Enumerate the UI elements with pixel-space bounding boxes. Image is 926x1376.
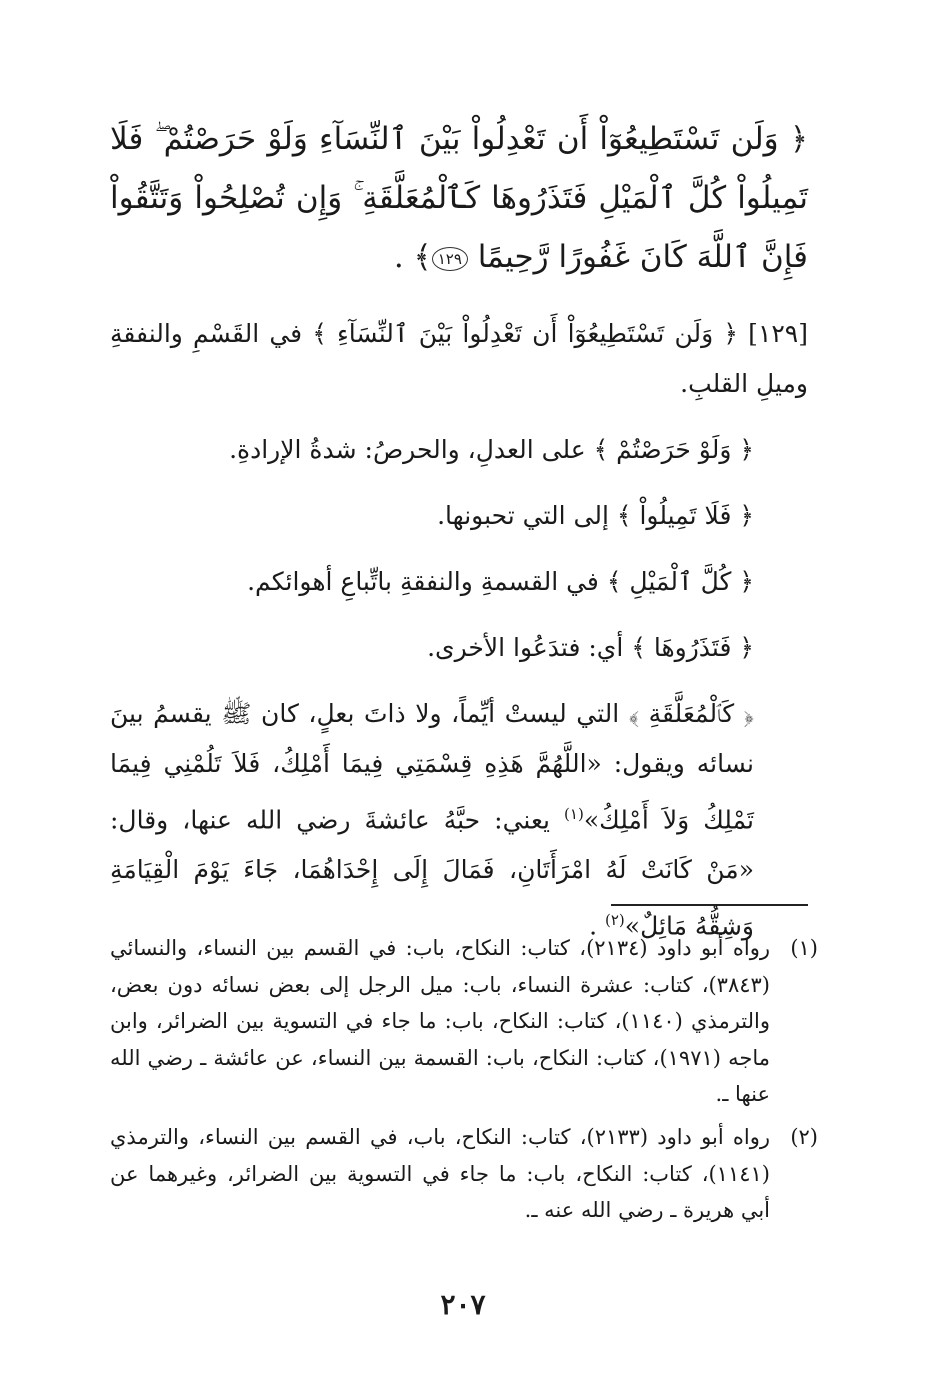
commentary-paragraph: ﴿ وَلَوْ حَرَصْتُمْ ﴾ على العدلِ، والحرصُ: شدةُ الإرادةِ. [229, 435, 754, 464]
footnote-ref-1: (١) [564, 805, 584, 823]
quran-verse [110, 110, 808, 287]
verse-text: ﴿ وَلَن تَسْتَطِيعُوٓاْ أَن تَعْدِلُواْ بَيْنَ ٱلنِّسَآءِ وَلَوْ حَرَصْتُمْ ۖ فَلَا تَمِيلُواْ كُلَّ ٱلْمَيْلِ فَتَذَرُوهَا كَٱلْمُعَلَّقَةِ ۚ وَإِن تُصْلِحُواْ وَتَتَّقُواْ فَإِنَّ ٱللَّهَ كَانَ غَفُورًا رَّحِيمًا [110, 121, 808, 275]
footnote-text: رواه أبو داود (٢١٣٤)، كتاب: النكاح، باب: في القسم بين النساء، والنسائي (٣٨٤٣)، كتاب: عشرة النساء، باب: ميل الرجل إلى بعض نسائه دون بعض، والترمذي (١١٤٠)، كتاب: النكاح، باب: ما جاء في التسوية بين الضرائر، وابن ماجه (١٩٧١)، كتاب: النكاح، باب: القسمة بين النساء، عن عائشة ـ رضي الله عنها ـ. [110, 936, 770, 1107]
commentary-paragraph: ﴿ كُلَّ ٱلْمَيْلِ ﴾ في القسمةِ والنفقةِ باتِّباعِ أهوائكم. [247, 567, 754, 596]
commentary-paragraph-hadith [110, 689, 808, 952]
footnote-item [110, 1119, 818, 1229]
commentary-paragraph: ﴿ فَلَا تَمِيلُواْ ﴾ إلى التي تحبونها. [437, 501, 754, 530]
footnote-separator [611, 904, 808, 906]
hadith-text-part2: يعني: حبَّهُ عائشةَ رضي الله عنها، وقال: «مَنْ كَانَتْ لَهُ امْرَأَتَانِ، فَمَالَ إِلَى إِحْدَاهُمَا، جَاءَ يَوْمَ الْقِيَامَةِ وَشِقُّهُ مَائِلٌ» [110, 805, 754, 941]
main-text [110, 110, 808, 952]
footnote-number: (١) [790, 936, 818, 960]
ayah-number-marker: ١٢٩ [432, 247, 468, 271]
footnote-item [110, 930, 818, 1113]
page-number: ٢٠٧ [440, 1288, 486, 1321]
hadith-text-part1: ﴿ كَٱلْمُعَلَّقَةِ ﴾ التي ليستْ أيِّماً، ولا ذاتَ بعلٍ، كان ﷺ يقسمُ بينَ نسائه ويقول: «اللَّهُمَّ هَذِهِ قِسْمَتِي فِيمَا أَمْلِكُ، فَلاَ تَلُمْنِي فِيمَا تَمْلِكُ وَلاَ أَمْلِكُ» [110, 699, 754, 835]
footnote-text: رواه أبو داود (٢١٣٣)، كتاب: النكاح، باب، في القسم بين النساء، والترمذي (١١٤١)، كتاب: النكاح، باب: ما جاء في التسوية بين الضرائر، وغيرهما عن أبي هريرة ـ رضي الله عنه ـ. [110, 1124, 771, 1223]
footnote-ref-2: (٢) [605, 911, 625, 930]
paragraph-end: . [589, 911, 605, 941]
commentary-paragraph: [١٢٩] ﴿ وَلَن تَسْتَطِيعُوٓاْ أَن تَعْدِلُواْ بَيْنَ ٱلنِّسَآءِ ﴾ في القَسْمِ والنفقةِ وميلِ القلبِ. [110, 319, 808, 398]
footnotes [110, 930, 818, 1235]
footnote-number: (٢) [790, 1124, 818, 1149]
verse-end: ﴾ . [393, 239, 432, 275]
commentary-paragraph: ﴿ فَتَذَرُوهَا ﴾ أي: فتدَعُوا الأخرى. [427, 633, 754, 662]
